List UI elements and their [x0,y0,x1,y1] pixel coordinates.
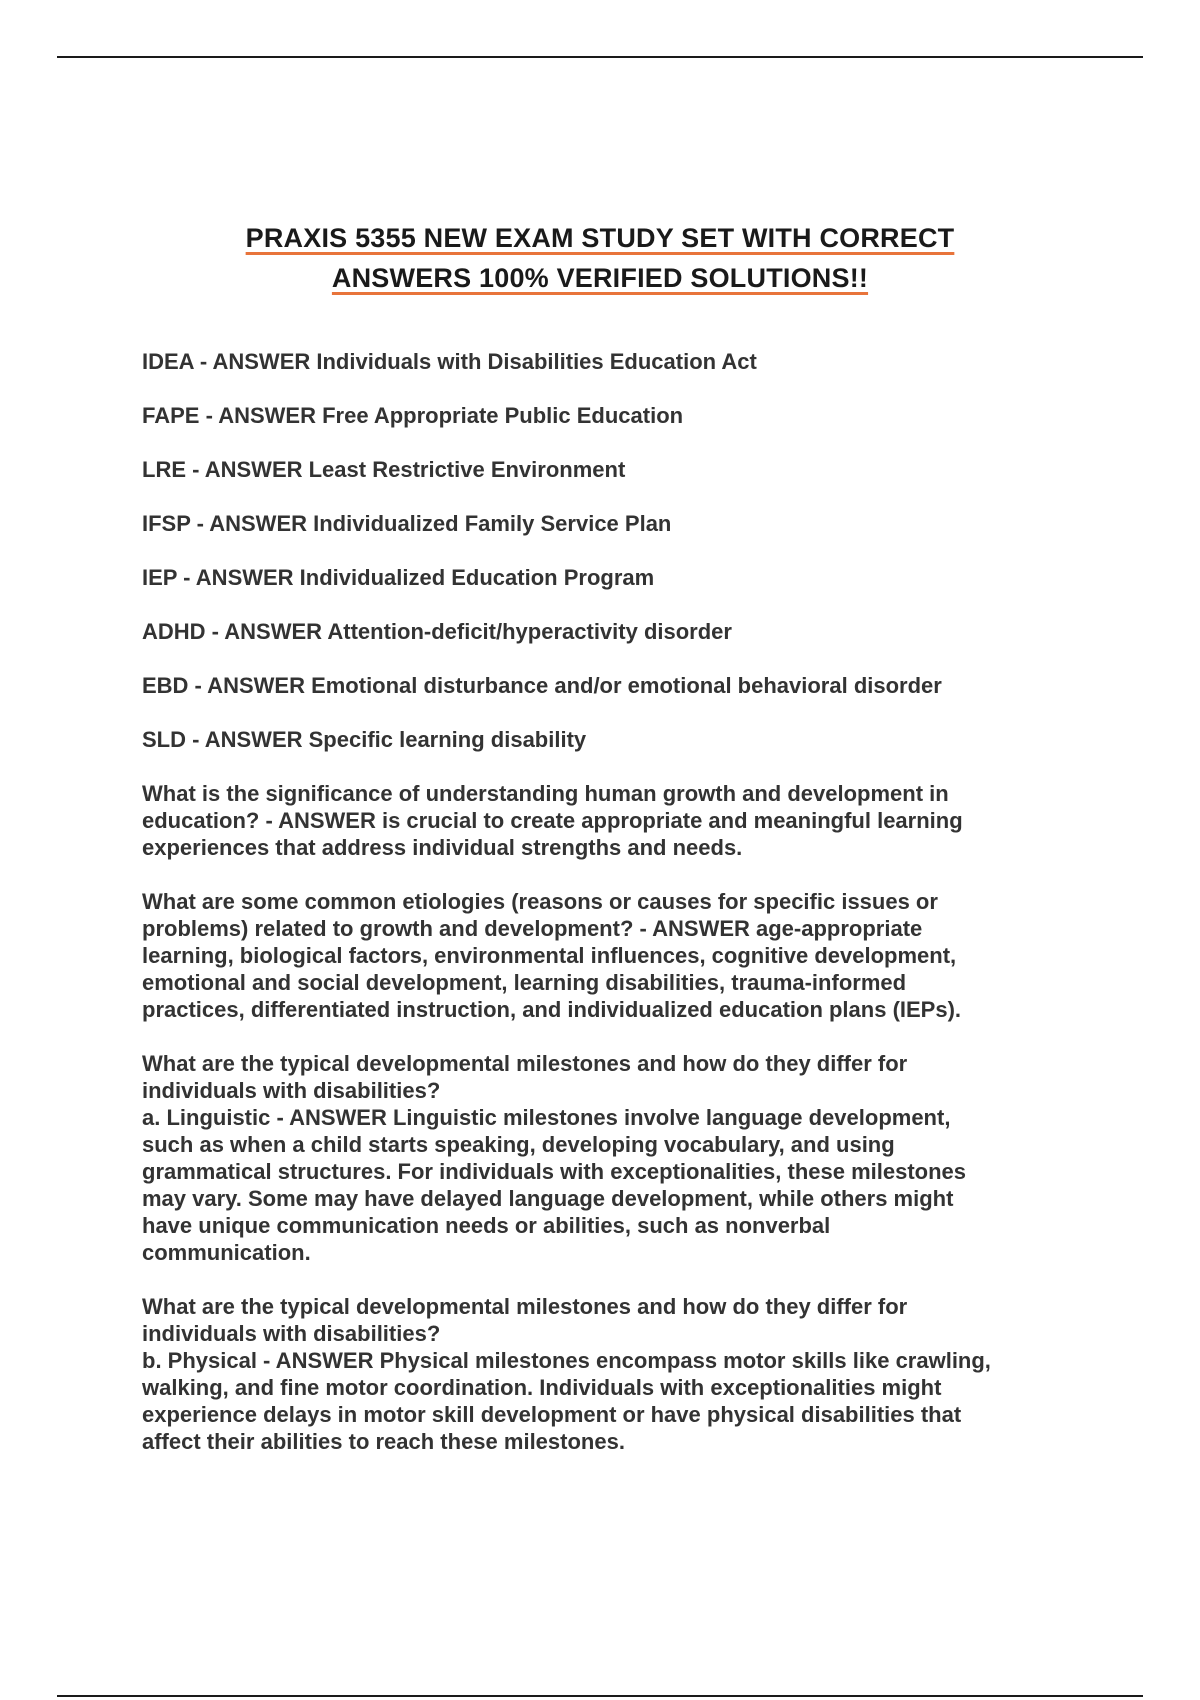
qa-entry-line: LRE - ANSWER Least Restrictive Environment [142,457,626,482]
qa-entry-line: may vary. Some may have delayed language development, while others might [142,1186,954,1211]
qa-entry-line: affect their abilities to reach these milestones. [142,1429,625,1454]
title-line-2: ANSWERS 100% VERIFIED SOLUTIONS!! [331,263,869,293]
qa-entry-line: have unique communication needs or abilities, such as nonverbal [142,1213,831,1238]
qa-entry-line: problems) related to growth and development? - ANSWER age-appropriate [142,916,923,941]
qa-entry-line: What are the typical developmental milestones and how do they differ for [142,1294,908,1319]
qa-entry-line: learning, biological factors, environmental influences, cognitive development, [142,943,957,968]
qa-entry-line: FAPE - ANSWER Free Appropriate Public Education [142,403,684,428]
qa-entry [142,618,1062,645]
qa-list [142,348,1062,1482]
qa-entry-line: individuals with disabilities? [142,1321,441,1346]
qa-entry-line: experience delays in motor skill development or have physical disabilities that [142,1402,962,1427]
qa-entry [142,888,1062,1023]
qa-entry [142,1050,1062,1266]
qa-entry [142,510,1062,537]
qa-entry-line: individuals with disabilities? [142,1078,441,1103]
top-rule [57,56,1143,58]
title-line-1: PRAXIS 5355 NEW EXAM STUDY SET WITH CORRECT [245,223,955,253]
document-title [150,218,1050,298]
qa-entry-line: What are the typical developmental milestones and how do they differ for [142,1051,908,1076]
qa-entry-line: IDEA - ANSWER Individuals with Disabilities Education Act [142,349,757,374]
qa-entry [142,672,1062,699]
qa-entry-line: What is the significance of understanding human growth and development in [142,781,949,806]
qa-entry-line: experiences that address individual strengths and needs. [142,835,743,860]
qa-entry [142,726,1062,753]
qa-entry-line: What are some common etiologies (reasons or causes for specific issues or [142,889,938,914]
qa-entry-line: EBD - ANSWER Emotional disturbance and/or emotional behavioral disorder [142,673,942,698]
bottom-rule [57,1695,1143,1697]
qa-entry [142,564,1062,591]
qa-entry-line: education? - ANSWER is crucial to create appropriate and meaningful learning [142,808,963,833]
qa-entry [142,456,1062,483]
qa-entry-line: practices, differentiated instruction, and individualized education plans (IEPs). [142,997,962,1022]
qa-entry-line: such as when a child starts speaking, developing vocabulary, and using [142,1132,895,1157]
qa-entry-line: grammatical structures. For individuals with exceptionalities, these milestones [142,1159,967,1184]
qa-entry [142,780,1062,861]
qa-entry-line: IFSP - ANSWER Individualized Family Service Plan [142,511,672,536]
qa-entry-line: emotional and social development, learning disabilities, trauma-informed [142,970,907,995]
qa-entry-line: ADHD - ANSWER Attention-deficit/hyperactivity disorder [142,619,732,644]
qa-entry-line: IEP - ANSWER Individualized Education Program [142,565,655,590]
qa-entry-line: a. Linguistic - ANSWER Linguistic milestones involve language development, [142,1105,951,1130]
qa-entry-line: communication. [142,1240,311,1265]
qa-entry [142,348,1062,375]
qa-entry-line: b. Physical - ANSWER Physical milestones encompass motor skills like crawling, [142,1348,991,1373]
qa-entry [142,402,1062,429]
qa-entry-line: SLD - ANSWER Specific learning disability [142,727,587,752]
qa-entry-line: walking, and fine motor coordination. Individuals with exceptionalities might [142,1375,942,1400]
qa-entry [142,1293,1062,1455]
